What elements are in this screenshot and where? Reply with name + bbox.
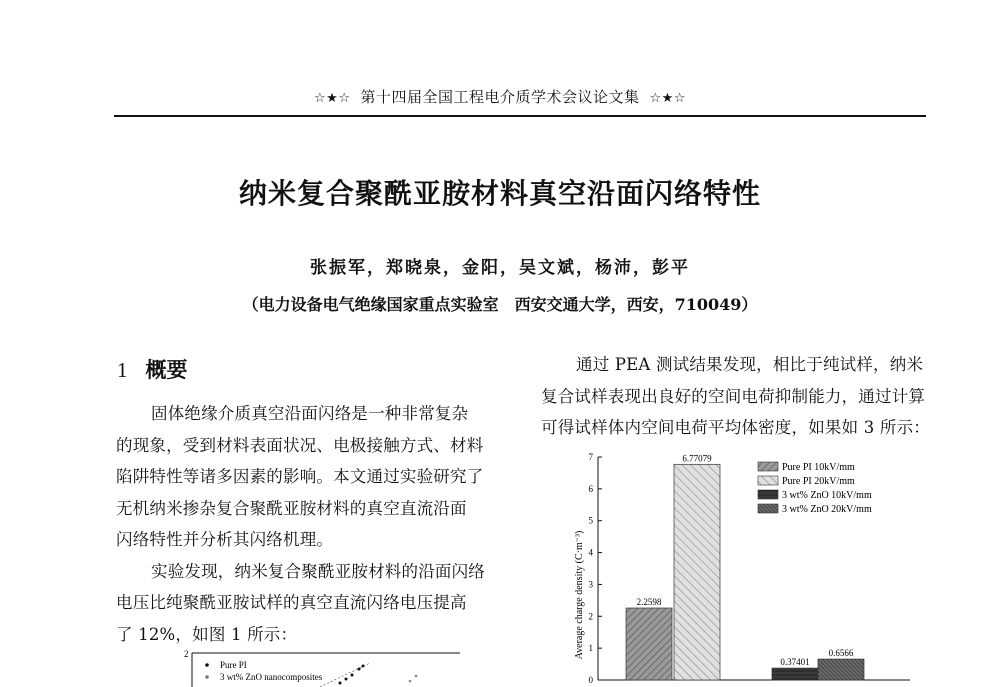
- bar-value-label: 0.6566: [828, 648, 854, 659]
- section-number: 1: [117, 358, 128, 382]
- paragraph-line: 陷阱特性等诸多因素的影响。本文通过实验研究了: [116, 467, 484, 486]
- bar-value-label: 6.77079: [682, 453, 712, 464]
- paragraph-line: 了 12%，如图 1 所示：: [116, 624, 298, 644]
- y-tick-label: 4: [588, 547, 593, 558]
- y-tick-label: 2: [184, 649, 189, 659]
- paragraph-line: 通过 PEA 测试结果发现，相比于纯试样，纳米: [576, 355, 924, 374]
- data-point: [409, 680, 412, 683]
- paragraph-line: 可得试样体内空间电荷平均体密度，如果如 3 所示：: [541, 418, 930, 437]
- bar-value-label: 2.2598: [636, 597, 662, 608]
- legend-swatch: [758, 476, 778, 485]
- legend-swatch: [758, 462, 778, 471]
- charge-density-bar-chart: [560, 445, 920, 687]
- bar: [674, 464, 720, 680]
- legend-label: 3 wt% ZnO nanocomposites: [220, 672, 323, 682]
- running-header: [0, 86, 1000, 107]
- paragraph-line: 复合试样表现出良好的空间电荷抑制能力，通过计算: [541, 386, 926, 406]
- y-tick-label: 2: [588, 611, 593, 622]
- author-list: 张振军，郑晓泉，金阳，吴文斌，杨沛，彭平: [310, 258, 690, 278]
- legend-label: Pure PI 20kV/mm: [782, 476, 855, 487]
- data-point: [351, 674, 354, 677]
- star-ornament-icon: ☆★☆: [314, 91, 351, 106]
- data-point: [345, 678, 348, 681]
- proceedings-title: 第十四届全国工程电介质学术会议论文集: [360, 88, 640, 106]
- y-axis-label: Average charge density (C·m⁻³): [574, 530, 585, 660]
- bar-value-label: 0.37401: [780, 657, 810, 668]
- header-rule: [114, 115, 926, 117]
- flashover-scatter-chart: [170, 645, 470, 687]
- paper-title: 纳米复合聚酰亚胺材料真空沿面闪络特性: [238, 177, 761, 210]
- y-tick-label: 7: [588, 452, 593, 462]
- y-tick-label: 6: [588, 483, 593, 494]
- paragraph-line: 的现象，受到材料表面状况、电极接触方式、材料: [116, 435, 484, 455]
- paragraph-line: 闪络特性并分析其闪络机理。: [116, 530, 334, 549]
- legend-label: Pure PI: [220, 660, 247, 670]
- section-heading: [117, 354, 188, 384]
- data-point: [415, 675, 418, 678]
- data-point: [339, 682, 342, 685]
- legend-swatch: [758, 490, 778, 499]
- legend-marker: [205, 663, 209, 667]
- legend-marker: [205, 675, 209, 679]
- paragraph-line: 固体绝缘介质真空沿面闪络是一种非常复杂: [151, 404, 469, 423]
- paragraph-line: 无机纳米掺杂复合聚酰亚胺材料的真空直流沿面: [116, 498, 467, 518]
- legend-swatch: [758, 504, 778, 513]
- bar: [772, 668, 818, 680]
- data-points: [339, 665, 418, 685]
- bar: [626, 608, 672, 680]
- legend-label: 3 wt% ZnO 20kV/mm: [782, 504, 872, 515]
- affiliation: （电力设备电气绝缘国家重点实验室 西安交通大学，西安，710049）: [242, 295, 758, 314]
- legend-label: Pure PI 10kV/mm: [782, 462, 855, 473]
- y-tick-label: 0: [588, 675, 593, 685]
- paragraph-line: 电压比纯聚酰亚胺试样的真空直流闪络电压提高: [116, 593, 467, 612]
- legend-label: 3 wt% ZnO 10kV/mm: [782, 490, 872, 501]
- left-column-text: [116, 400, 516, 652]
- bar: [818, 659, 864, 680]
- y-tick-label: 3: [588, 579, 593, 590]
- paragraph-line: 实验发现，纳米复合聚酰亚胺材料的沿面闪络: [151, 561, 485, 581]
- section-title: 概要: [145, 358, 188, 382]
- legend: [758, 462, 872, 515]
- star-ornament-icon: ☆★☆: [649, 91, 686, 106]
- y-tick-label: 5: [588, 515, 593, 526]
- right-column-text: [541, 351, 941, 446]
- y-tick-label: 1: [588, 643, 593, 654]
